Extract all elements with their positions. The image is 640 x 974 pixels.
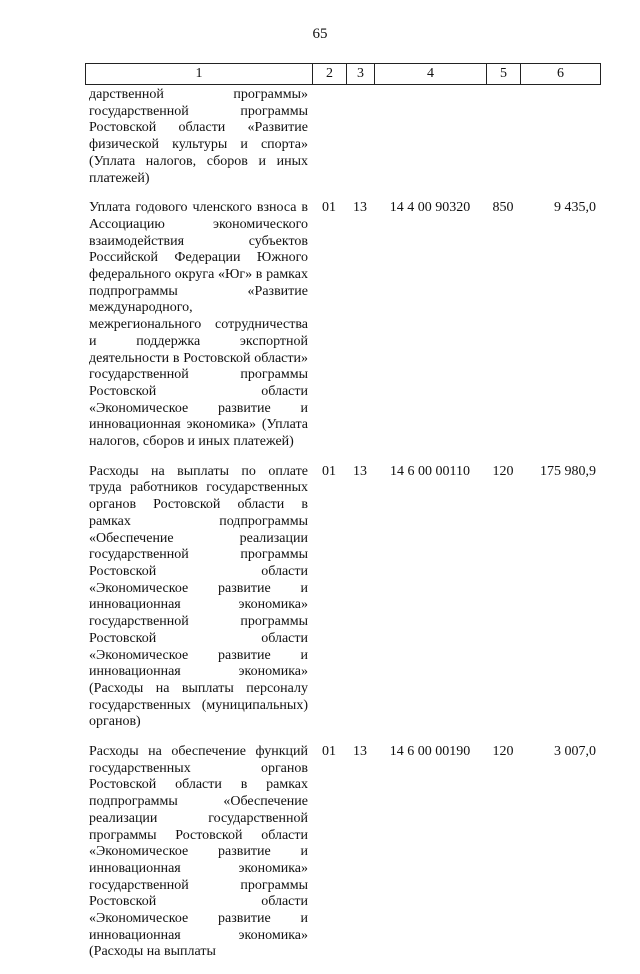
column-header-5: 5 bbox=[487, 64, 521, 85]
row-amount: 9 435,0 bbox=[554, 200, 596, 216]
row-description: дарственной программы» государственной программы Ростовской области «Развитие физической культуры и спорта» (Уплата налогов, сборов и иных платежей) bbox=[89, 87, 308, 186]
page-number: 65 bbox=[312, 26, 328, 42]
column-header-4: 4 bbox=[375, 64, 487, 85]
row-description: Уплата годового членского взноса в Ассоциацию экономического взаимодействия субъектов Российской Федерации Южного федерального округа «Юг» в рамках подпрограммы «Развитие международного, межрегионального сотрудничества и поддержка экспортной деятельности в Ростовской области» государственной программы Ростовской области «Экономическое развитие и инновационная экономика» (Уплата налогов, сборов и иных платежей) bbox=[89, 200, 308, 450]
row-amount: 3 007,0 bbox=[554, 744, 596, 760]
table-row bbox=[85, 464, 600, 731]
row-subsection-code: 13 bbox=[353, 744, 367, 760]
row-section-code: 01 bbox=[322, 744, 336, 760]
column-header-3: 3 bbox=[347, 64, 375, 85]
column-header-1: 1 bbox=[86, 64, 313, 85]
row-expense-type: 120 bbox=[492, 744, 514, 760]
row-target-article: 14 6 00 00190 bbox=[389, 744, 471, 760]
row-subsection-code: 13 bbox=[353, 200, 367, 216]
row-target-article: 14 6 00 00110 bbox=[390, 463, 470, 479]
column-header-table bbox=[85, 63, 601, 85]
column-header-2: 2 bbox=[313, 64, 347, 85]
row-expense-type: 850 bbox=[492, 200, 514, 216]
row-target-article: 14 4 00 90320 bbox=[389, 200, 471, 216]
row-description: Расходы на выплаты по оплате труда работников государственных органов Ростовской области в рамках подпрограммы «Обеспечение реализации государственной программы Ростовской области «Экономическое развитие и инновационная экономика» государственной программы Ростовской области «Экономическое развитие и инновационная экономика» (Расходы на выплаты персоналу государственных (муниципальных) органов) bbox=[89, 463, 308, 730]
row-description: Расходы на обеспечение функций государственных органов Ростовской области в рамках подпрограммы «Обеспечение реализации государственной программы Ростовской области «Экономическое развитие и инновационная экономика» государственной программы Ростовской области «Экономическое развитие и инновационная экономика» (Расходы на выплаты bbox=[89, 744, 308, 960]
table-row bbox=[85, 744, 600, 961]
table-body bbox=[85, 87, 600, 974]
row-expense-type: 120 bbox=[492, 463, 514, 479]
column-header-row bbox=[86, 64, 601, 85]
table-row bbox=[85, 200, 600, 451]
column-header-6: 6 bbox=[521, 64, 601, 85]
row-section-code: 01 bbox=[322, 463, 336, 479]
row-section-code: 01 bbox=[322, 200, 336, 216]
row-subsection-code: 13 bbox=[353, 463, 367, 479]
row-amount: 175 980,9 bbox=[540, 463, 596, 479]
table-row bbox=[85, 87, 600, 187]
